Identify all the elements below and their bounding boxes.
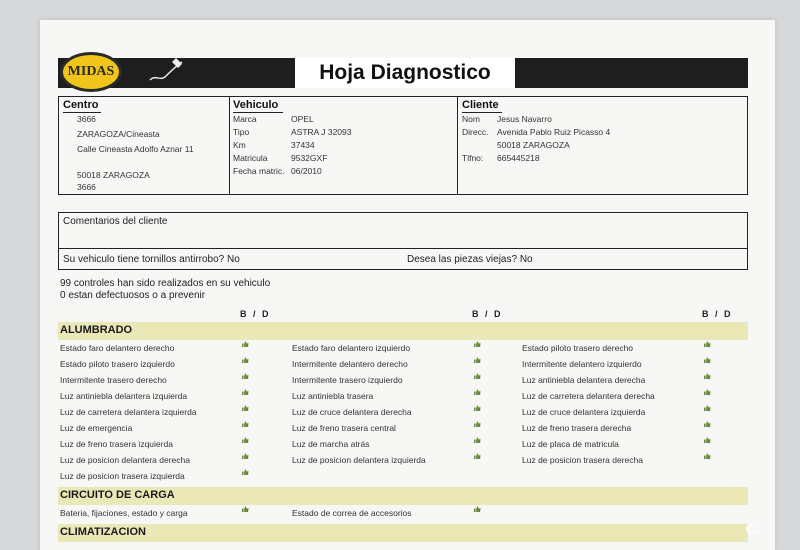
cliente-label: Direcc. <box>462 127 489 137</box>
cliente-label: Tlfno: <box>462 153 484 163</box>
vehiculo-label: Matricula <box>233 153 268 163</box>
bd-header: B / D <box>240 309 271 319</box>
check-item: Luz de posicion trasera izquierda <box>60 471 185 481</box>
thumbs-up-icon <box>242 421 249 427</box>
cliente-value: Jesus Navarro <box>497 114 552 124</box>
vehiculo-value: 9532GXF <box>291 153 328 163</box>
corner-mark: c. <box>745 520 759 537</box>
check-item: Luz de freno trasera izquierda <box>60 439 173 449</box>
cliente-title: Cliente <box>462 99 502 113</box>
check-item: Estado faro delantero derecho <box>60 343 175 353</box>
comments-title: Comentarios del cliente <box>63 216 168 227</box>
divider <box>59 248 747 249</box>
check-item: Intermitente trasero derecho <box>60 375 167 385</box>
check-item: Luz de freno trasera derecha <box>522 423 632 433</box>
summary-line: 0 estan defectuosos o a prevenir <box>60 290 206 301</box>
centro-title: Centro <box>63 99 101 113</box>
thumbs-up-icon <box>474 437 481 443</box>
check-item: Luz antiniebla delantera derecha <box>522 375 646 385</box>
thumbs-up-icon <box>474 506 481 512</box>
check-item: Luz de posicion delantera izquierda <box>292 455 426 465</box>
vehiculo-value: 37434 <box>291 140 315 150</box>
thumbs-up-icon <box>474 421 481 427</box>
centro-line: 50018 ZARAGOZA <box>77 170 150 180</box>
cliente-label: Nom <box>462 114 480 124</box>
thumbs-up-icon <box>242 357 249 363</box>
vehiculo-value: OPEL <box>291 114 314 124</box>
vehiculo-value: 06/2010 <box>291 166 322 176</box>
vehiculo-label: Fecha matric. <box>233 166 285 176</box>
vehiculo-label: Marca <box>233 114 257 124</box>
thumbs-up-icon <box>704 437 711 443</box>
cliente-value: Avenida Pablo Ruiz Picasso 4 <box>497 127 611 137</box>
check-item: Estado de correa de accesorios <box>292 508 412 518</box>
vehiculo-label: Km <box>233 140 246 150</box>
check-item: Luz antiniebla trasera <box>292 391 374 401</box>
thumbs-up-icon <box>474 357 481 363</box>
check-item: Luz de emergencia <box>60 423 133 433</box>
check-item: Luz de placa de matricula <box>522 439 619 449</box>
category-bar <box>58 322 748 340</box>
thumbs-up-icon <box>704 453 711 459</box>
centro-line: 3666 <box>77 114 96 124</box>
diagnostic-sheet <box>40 20 775 550</box>
thumbs-up-icon <box>474 389 481 395</box>
thumbs-up-icon <box>242 389 249 395</box>
thumbs-up-icon <box>242 373 249 379</box>
vehiculo-title: Vehiculo <box>233 99 283 113</box>
centro-line: 3666 <box>77 182 96 192</box>
cliente-value: 50018 ZARAGOZA <box>497 140 570 150</box>
check-item: Luz de posicion trasera derecha <box>522 455 643 465</box>
check-item: Luz de carretera delantera derecha <box>522 391 655 401</box>
thumbs-up-icon <box>474 405 481 411</box>
comments-box <box>58 212 748 270</box>
vehiculo-label: Tipo <box>233 127 250 137</box>
thumbs-up-icon <box>242 453 249 459</box>
thumbs-up-icon <box>704 373 711 379</box>
cliente-value: 665445218 <box>497 153 540 163</box>
piezas-text: Desea las piezas viejas? No <box>407 254 533 265</box>
check-item: Luz de carretera delantera izquierda <box>60 407 197 417</box>
divider <box>457 97 458 194</box>
thumbs-up-icon <box>704 389 711 395</box>
vehiculo-value: ASTRA J 32093 <box>291 127 352 137</box>
midas-logo: MIDAS <box>60 52 122 92</box>
check-item: Estado piloto trasero derecho <box>522 343 634 353</box>
category-title: CIRCUITO DE CARGA <box>60 489 175 501</box>
thumbs-up-icon <box>474 341 481 347</box>
thumbs-up-icon <box>704 405 711 411</box>
category-title: CLIMATIZACION <box>60 526 146 538</box>
summary-line: 99 controles han sido realizados en su vehiculo <box>60 278 271 289</box>
thumbs-up-icon <box>704 421 711 427</box>
check-item: Luz de cruce delantera derecha <box>292 407 412 417</box>
check-item: Luz de cruce delantera izquierda <box>522 407 646 417</box>
thumbs-up-icon <box>704 357 711 363</box>
centro-line: Calle Cineasta Adolfo Aznar 11 <box>77 144 194 154</box>
check-item: Bateria, fijaciones, estado y carga <box>60 508 188 518</box>
check-item: Intermitente delantero izquierdo <box>522 359 642 369</box>
divider <box>229 97 230 194</box>
info-box <box>58 96 748 195</box>
category-bar <box>58 524 748 542</box>
antirrobo-text: Su vehiculo tiene tornillos antirrobo? No <box>63 254 240 265</box>
check-item: Luz de posicion delantera derecha <box>60 455 190 465</box>
check-item: Luz de marcha atrás <box>292 439 370 449</box>
check-item: Intermitente delantero derecho <box>292 359 408 369</box>
thumbs-up-icon <box>704 341 711 347</box>
signature-icon <box>148 56 188 84</box>
bd-header: B / D <box>472 309 503 319</box>
thumbs-up-icon <box>242 506 249 512</box>
thumbs-up-icon <box>242 341 249 347</box>
check-item: Luz antiniebla delantera izquierda <box>60 391 188 401</box>
bd-header: B / D <box>702 309 733 319</box>
check-item: Luz de freno trasera central <box>292 423 396 433</box>
check-item: Intermitente trasero izquierdo <box>292 375 403 385</box>
centro-line: ZARAGOZA/Cineasta <box>77 129 160 139</box>
thumbs-up-icon <box>242 469 249 475</box>
category-title: ALUMBRADO <box>60 324 133 336</box>
thumbs-up-icon <box>474 453 481 459</box>
check-item: Estado faro delantero izquierdo <box>292 343 411 353</box>
category-bar <box>58 487 748 505</box>
thumbs-up-icon <box>242 405 249 411</box>
thumbs-up-icon <box>474 373 481 379</box>
thumbs-up-icon <box>242 437 249 443</box>
check-item: Estado piloto trasero izquierdo <box>60 359 175 369</box>
page-title: Hoja Diagnostico <box>295 58 515 88</box>
